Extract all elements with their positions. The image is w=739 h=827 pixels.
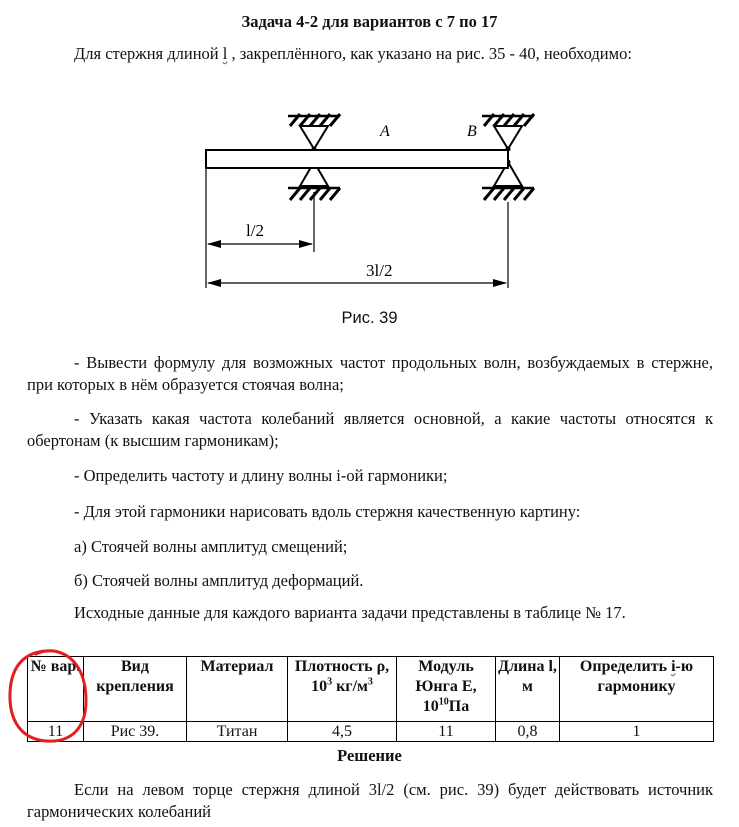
intro-text-1: Для стержня длиной [74, 44, 223, 63]
length-variable: l [222, 44, 228, 63]
rod [206, 150, 508, 168]
header-density: Плотность ρ, $10^3$ $кг/м^3$ [288, 657, 397, 722]
table-header-row [28, 657, 714, 722]
dimension-total [207, 279, 507, 287]
problem-title: Задача 4-2 для вариантов с 7 по 17 [241, 12, 498, 31]
figure-caption: Рис. 39 [341, 309, 398, 327]
data-table [27, 656, 714, 742]
task-2: - Указать какая частота колебаний является основной, а какие частоты относятся к обертонам (к высшим гармоникам); [27, 409, 713, 450]
cell-material: Титан [187, 722, 288, 742]
header-length: Длина l, м [496, 657, 560, 722]
solution-heading: Решение [337, 746, 402, 765]
task-4b: б) Стоячей волны амплитуд деформаций. [74, 571, 364, 590]
task-4a: а) Стоячей волны амплитуд смещений; [74, 537, 348, 556]
support-a-top [288, 114, 340, 152]
intro-paragraph [27, 43, 713, 65]
label-b: B [467, 123, 477, 140]
rod-diagram [180, 104, 560, 294]
task-4: - Для этой гармоники нарисовать вдоль стержня качественную картину: [74, 502, 581, 521]
cell-density: 4,5 [288, 722, 397, 742]
task-3: - Определить частоту и длину волны i-ой гармоники; [74, 466, 448, 485]
solution-text: Если на левом торце стержня длиной 3l/2 (см. рис. 39) будет действовать источник гармонических колебаний [27, 780, 713, 821]
support-b-top [482, 114, 534, 152]
task-1: - Вывести формулу для возможных частот продольных волн, возбуждаемых в стержне, при которых в нём образуется стоячая волна; [27, 353, 713, 394]
header-harmonic: Определить i-ю гармонику [560, 657, 714, 722]
table-intro: Исходные данные для каждого варианта задачи представлены в таблице № 17. [74, 603, 626, 622]
cell-length: 0,8 [496, 722, 560, 742]
header-mount: Вид крепления [84, 657, 187, 722]
cell-modulus: 11 [397, 722, 496, 742]
dimension-total-label: 3l/2 [366, 261, 393, 280]
dimension-half [207, 240, 313, 248]
cell-variant: 11 [28, 722, 84, 742]
cell-mount: Рис 39. [84, 722, 187, 742]
header-variant: № вар. [28, 657, 84, 722]
intro-text-2: , закреплённого, как указано на рис. 35 - 40, необходимо: [227, 44, 632, 63]
header-material: Материал [187, 657, 288, 722]
label-a: A [380, 123, 390, 140]
header-modulus: Модуль Юнга Е, $10^{10}Па$ [397, 657, 496, 722]
table-row [28, 722, 714, 742]
dimension-half-label: l/2 [246, 221, 264, 240]
cell-harmonic: 1 [560, 722, 714, 742]
